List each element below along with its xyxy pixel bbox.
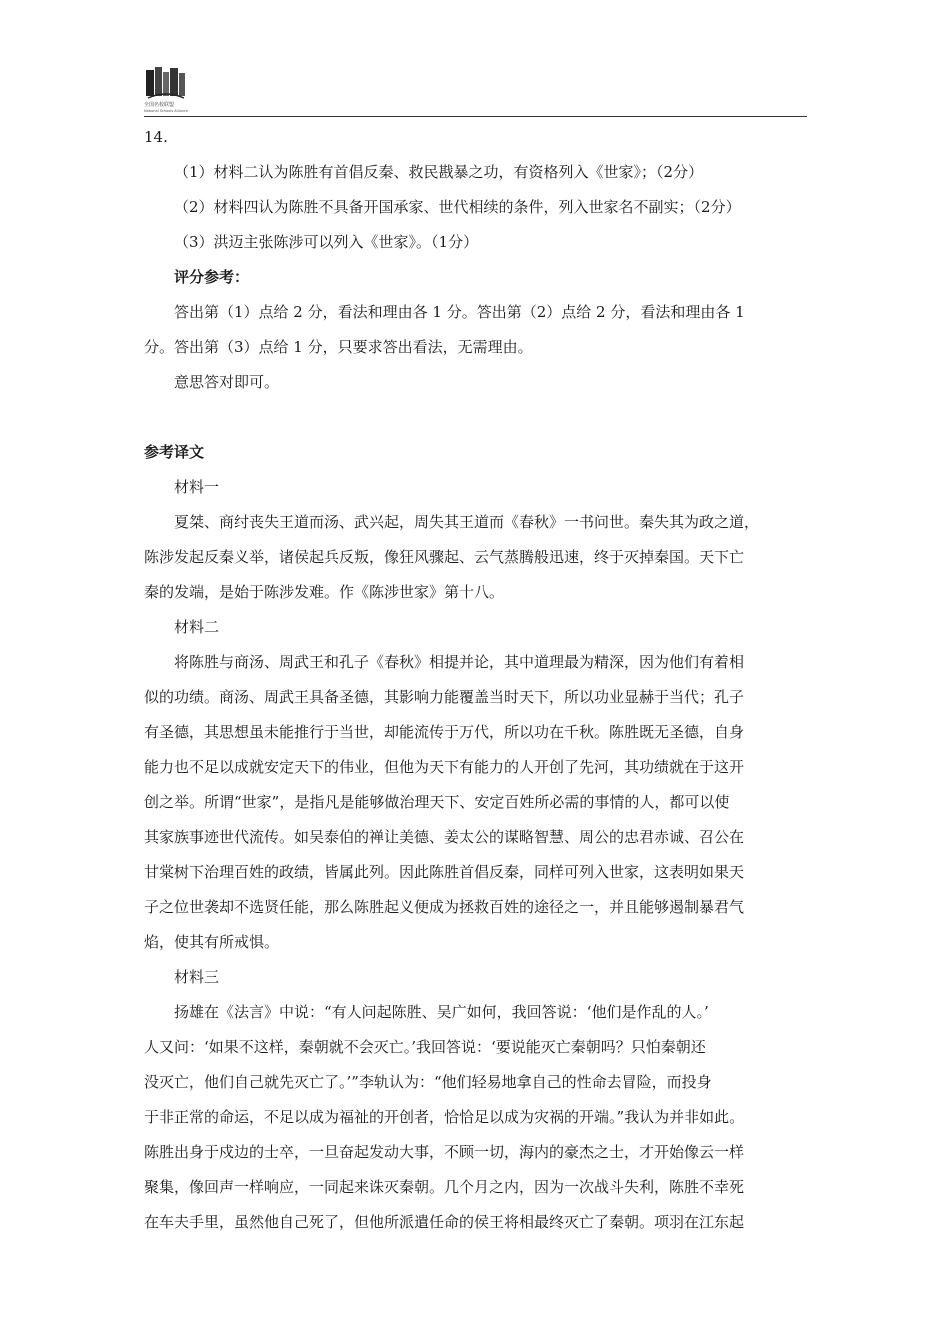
scoring-line: 答出第（1）点给 2 分，看法和理由各 1 分。答出第（2）点给 2 分，看法和理由各 1 <box>174 303 745 321</box>
logo-text: 全国名校联盟 <box>144 102 175 108</box>
material-label: 材料二 <box>174 618 220 636</box>
text-line: 其家族事迹世代流传。如吴泰伯的禅让美德、姜太公的谋略智慧、周公的忠君赤诚、召公在 <box>144 828 745 846</box>
text-line: 创之举。所谓“世家”，是指凡是能够做治理天下、安定百姓所必需的事情的人，都可以使 <box>144 793 730 811</box>
document-body <box>144 120 807 1240</box>
text-line: 将陈胜与商汤、周武王和孔子《春秋》相提并论，其中道理最为精深，因为他们有着相 <box>174 653 745 671</box>
question-number: 14. <box>144 128 168 146</box>
answer-line: （3）洪迈主张陈涉可以列入《世家》。（1分） <box>174 233 479 251</box>
header-rule <box>144 116 807 117</box>
page-header <box>144 64 807 116</box>
text-line: 焰，使其有所戒惧。 <box>144 933 280 951</box>
text-line: 人又问：‘如果不这样，秦朝就不会灭亡。’我回答说：‘要说能灭亡秦朝吗？只怕秦朝还 <box>144 1038 706 1056</box>
material-label: 材料三 <box>174 968 220 986</box>
scoring-title: 评分参考： <box>174 268 250 286</box>
scoring-note: 意思答对即可。 <box>174 373 280 391</box>
text-line: 扬雄在《法言》中说：“有人问起陈胜、吴广如何，我回答说：‘他们是作乱的人。’ <box>174 1003 709 1021</box>
text-line: 在车夫手里，虽然他自己死了，但他所派遣任命的侯王将相最终灭亡了秦朝。项羽在江东起 <box>144 1213 745 1231</box>
spacer <box>144 400 807 435</box>
scoring-line: 分。答出第（3）点给 1 分，只要求答出看法，无需理由。 <box>144 338 533 356</box>
text-line: 能力也不足以成就安定天下的伟业，但他为天下有能力的人开创了先河，其功绩就在于这开 <box>144 758 745 776</box>
material-label: 材料一 <box>174 478 220 496</box>
text-line: 似的功绩。商汤、周武王具备圣德，其影响力能覆盖当时天下，所以功业显赫于当代；孔子 <box>144 688 745 706</box>
text-line: 陈涉发起反秦义举，诸侯起兵反叛，像狂风骤起、云气蒸腾般迅速，终于灭掉秦国。天下亡 <box>144 548 745 566</box>
text-line: 甘棠树下治理百姓的政绩，皆属此列。因此陈胜首倡反秦，同样可列入世家，这表明如果天 <box>144 863 745 881</box>
text-line: 于非正常的命运，不足以成为福祉的开创者，恰恰足以成为灾祸的开端。”我认为并非如此。 <box>144 1108 745 1126</box>
text-line: 秦的发端，是始于陈涉发难。作《陈涉世家》第十八。 <box>144 583 505 601</box>
text-line: 没灭亡，他们自己就先灭亡了。’”李轨认为：“他们轻易地拿自己的性命去冒险，而投身 <box>144 1073 712 1091</box>
logo-subtext: National Schools Alliance <box>144 109 189 113</box>
text-line: 陈胜出身于戍边的士卒，一旦奋起发动大事，不顾一切，海内的豪杰之士，才开始像云一样 <box>144 1143 745 1161</box>
text-line: 有圣德，其思想虽未能推行于当世，却能流传于万代，所以功在千秋。陈胜既无圣德，自身 <box>144 723 745 741</box>
answer-line: （2）材料四认为陈胜不具备开国承家、世代相续的条件，列入世家名不副实；（2分） <box>174 198 741 216</box>
text-line: 聚集，像回声一样响应，一同起来诛灭秦朝。几个月之内，因为一次战斗失利，陈胜不幸死 <box>144 1178 745 1196</box>
translation-title: 参考译文 <box>144 443 205 461</box>
text-line: 夏桀、商纣丧失王道而汤、武兴起，周失其王道而《春秋》一书问世。秦失其为政之道， <box>174 513 760 531</box>
answer-line: （1）材料二认为陈胜有首倡反秦、救民戡暴之功，有资格列入《世家》；（2分） <box>174 163 704 181</box>
text-line: 子之位世袭却不选贤任能，那么陈胜起义便成为拯救百姓的途径之一，并且能够遏制暴君气 <box>144 898 745 916</box>
